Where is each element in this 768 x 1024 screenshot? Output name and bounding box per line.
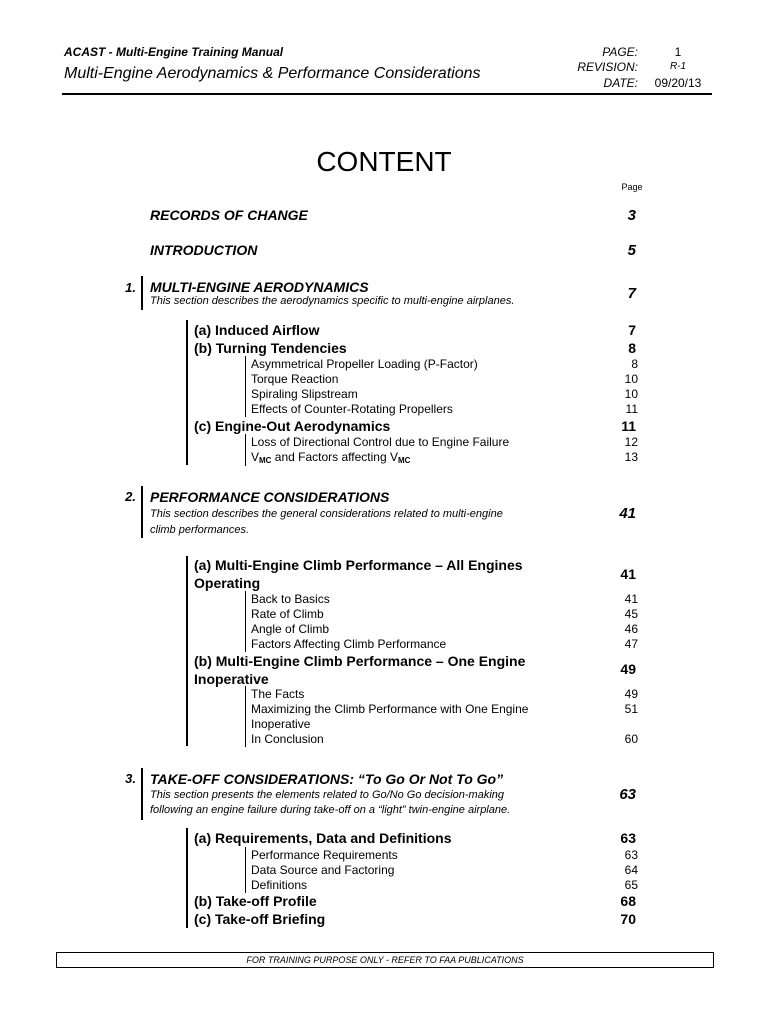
revision-value: R-1 [669,61,687,72]
subsection-title-line: (a) Multi-Engine Climb Performance – All Engines [194,557,523,573]
section-page: 41 [619,505,636,522]
toc-item-line: Inoperative [251,717,311,731]
toc-item-page: 41 [624,592,638,606]
subsection-page: 11 [621,418,636,434]
page-value: 1 [674,45,682,59]
section-bar [141,486,143,538]
toc-item: Spiraling Slipstream [251,387,358,401]
subsection-page: 49 [620,661,636,677]
subsection-title: (b) Turning Tendencies [194,340,347,356]
toc-item-page: 45 [624,607,638,621]
page-label: PAGE: [602,45,638,59]
section-bar [141,276,143,310]
toc-item: Torque Reaction [251,372,339,386]
item-bar [245,686,246,747]
subsection-page: 7 [628,322,636,338]
toc-item-page: 10 [624,372,638,386]
section-title: TAKE-OFF CONSIDERATIONS: “To Go Or Not To Go” [150,771,504,787]
mc-subscript: MC [397,456,411,465]
toc-item-line: Maximizing the Climb Performance with One Engine [251,702,529,716]
subsection-title: (c) Take-off Briefing [194,911,326,927]
header-rule [62,93,712,95]
toc-item-page: 11 [625,402,638,416]
toc-item-page: 49 [624,687,638,701]
toc-item-vmc [251,450,410,468]
manual-name: ACAST - Multi-Engine Training Manual [64,45,284,59]
section-bar [141,768,143,820]
toc-item-page: 8 [631,357,638,371]
subsection-title: (a) Requirements, Data and Definitions [194,830,452,846]
section-title: MULTI-ENGINE AERODYNAMICS [150,279,369,295]
toc-item-page: 65 [624,878,638,892]
toc-item-page: 46 [624,622,638,636]
document-title: Multi-Engine Aerodynamics & Performance Considerations [64,65,481,82]
subsection-title: (a) Induced Airflow [194,322,320,338]
subsection-bar [186,828,188,928]
toc-item: Data Source and Factoring [251,863,395,877]
toc-item-page: 47 [624,637,638,651]
section-number: 2. [125,489,136,504]
toc-item-page: 10 [624,387,638,401]
toc-item-page: 60 [624,732,638,746]
subsection-bar [186,320,188,465]
toc-item: Performance Requirements [251,848,398,862]
toc-item: Factors Affecting Climb Performance [251,637,447,651]
toc-item: Effects of Counter-Rotating Propellers [251,402,453,416]
toc-item: Definitions [251,878,308,892]
vmc-text: and Factors affecting V [271,450,398,464]
subsection-title-line: Operating [194,575,261,591]
subsection-page: 8 [628,340,636,356]
v-symbol: V [251,450,260,464]
toc-item: Back to Basics [251,592,330,606]
toc-item: Asymmetrical Propeller Loading (P-Factor) [251,357,478,371]
subsection-title-line: Inoperative [194,671,269,687]
toc-item-page: 13 [624,450,638,464]
toc-item: In Conclusion [251,732,324,746]
section-description-line: climb performances. [150,524,250,536]
toc-item-page: 12 [624,435,638,449]
toc-entry-page: 3 [627,207,636,224]
date-value: 09/20/13 [654,76,702,90]
section-page: 63 [619,786,636,803]
toc-entry-title: RECORDS OF CHANGE [150,207,308,223]
subsection-page: 63 [620,830,636,846]
subsection-title: (b) Take-off Profile [194,893,317,909]
section-description: This section describes the aerodynamics specific to multi-engine airplanes. [150,295,515,307]
section-number: 3. [125,771,136,786]
section-description-line: This section presents the elements related to Go/No Go decision-making [150,789,505,801]
subsection-title-line: (b) Multi-Engine Climb Performance – One Engine [194,653,526,669]
toc-item-page: 64 [624,863,638,877]
item-bar [245,847,246,893]
subsection-bar [186,556,188,746]
toc-item: Angle of Climb [251,622,330,636]
toc-entry-page: 5 [627,242,636,259]
item-bar [245,591,246,652]
item-bar [245,356,246,417]
section-page: 7 [627,285,636,302]
subsection-page: 68 [620,893,636,909]
content-title: CONTENT [316,146,452,177]
date-label: DATE: [603,76,638,90]
revision-label: REVISION: [577,60,638,74]
item-bar [245,434,246,466]
footer-disclaimer: FOR TRAINING PURPOSE ONLY - REFER TO FAA PUBLICATIONS [56,952,714,968]
toc-item-page: 51 [624,702,638,716]
toc-item: The Facts [251,687,305,701]
toc-entry-title: INTRODUCTION [150,242,258,258]
subsection-page: 70 [620,911,636,927]
section-number: 1. [125,280,136,295]
page-column-header: Page [621,182,643,192]
section-description-line: following an engine failure during take-off on a “light” twin-engine airplane. [150,804,511,816]
mc-subscript: MC [259,456,272,465]
toc-item: Loss of Directional Control due to Engine Failure [251,435,510,449]
section-title: PERFORMANCE CONSIDERATIONS [150,489,390,505]
subsection-title: (c) Engine-Out Aerodynamics [194,418,391,434]
toc-item-page: 63 [624,848,638,862]
subsection-page: 41 [620,566,636,582]
section-description-line: This section describes the general considerations related to multi-engine [150,508,503,520]
toc-item: Rate of Climb [251,607,324,621]
